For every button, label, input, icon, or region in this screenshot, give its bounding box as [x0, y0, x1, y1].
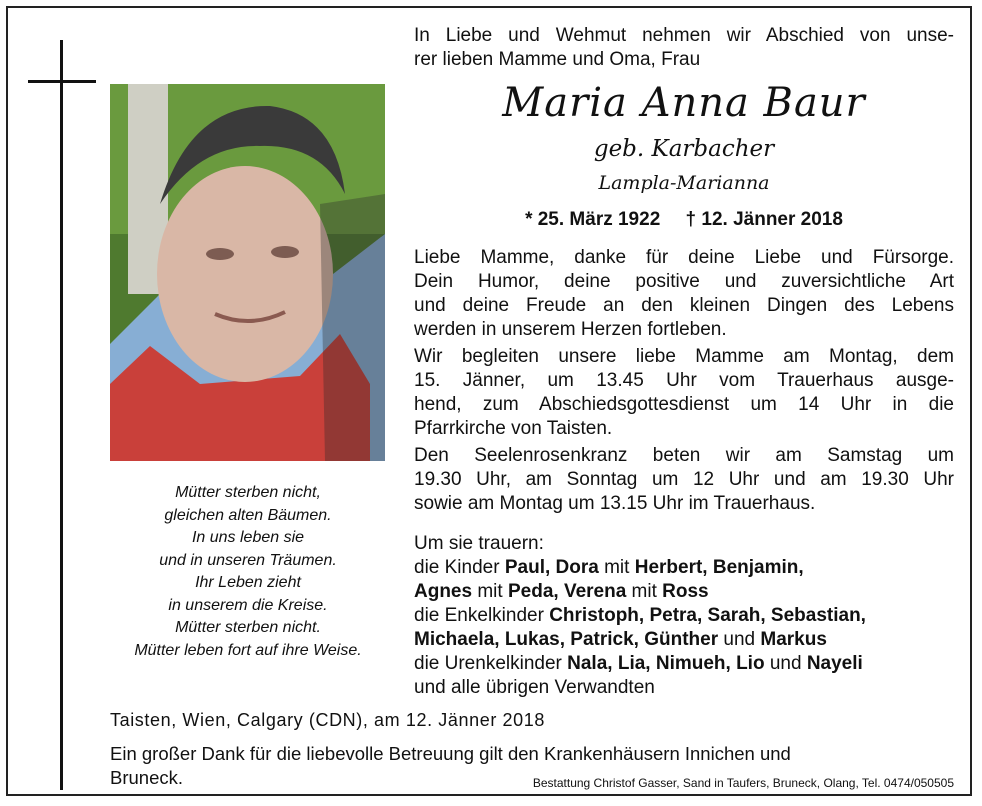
rosary-info: [414, 444, 954, 516]
mourner-relation: und alle übrigen Verwandten: [414, 677, 655, 698]
mourner-relation: die Enkelkinder: [414, 605, 550, 626]
rosary-line: sowie am Montag um 13.15 Uhr im Trauerhaus.: [414, 493, 816, 514]
mourner-line: [414, 676, 959, 700]
intro-line: In Liebe und Wehmut nehmen wir Abschied von unse-: [414, 25, 954, 46]
mourner-line: [414, 652, 959, 676]
birth-date: * 25. März 1922: [525, 209, 661, 230]
portrait-photo: [110, 84, 385, 461]
mourner-names: Nala, Lia, Nimueh, Lio: [567, 653, 765, 674]
poem-line: in unserem die Kreise.: [168, 596, 328, 614]
farewell-message: [414, 246, 954, 342]
mourner-relation: und: [764, 653, 807, 674]
mourner-names: Herbert, Benjamin,: [634, 557, 804, 578]
birth-name: geb. Karbacher: [593, 136, 775, 162]
deceased-name: Maria Anna Baur: [502, 80, 866, 126]
thanks-line: Bruneck.: [110, 767, 184, 788]
cross-icon-bar: [28, 80, 96, 83]
message-line: Dein Humor, deine positive und zuversichtliche Art: [414, 271, 954, 292]
mourner-names: Paul, Dora: [504, 557, 599, 578]
mourner-names: Ross: [662, 581, 709, 602]
cross-icon: [60, 40, 63, 790]
mourner-relation: und: [718, 629, 761, 650]
poem-line: Mütter leben fort auf ihre Weise.: [134, 641, 362, 659]
mourners-heading: Um sie trauern:: [414, 533, 544, 554]
funeral-line: hend, zum Abschiedsgottesdienst um 14 Uhr in die: [414, 394, 954, 415]
message-line: Liebe Mamme, danke für deine Liebe und Fürsorge.: [414, 247, 954, 268]
funeral-info: [414, 345, 954, 441]
funeral-home-footer: Bestattung Christof Gasser, Sand in Taufers, Bruneck, Olang, Tel. 0474/050505: [532, 776, 954, 790]
intro-line: rer lieben Mamme und Oma, Frau: [414, 49, 701, 70]
mourner-line: [414, 604, 959, 628]
funeral-line: Pfarrkirche von Taisten.: [414, 418, 613, 439]
mourner-line: [414, 580, 959, 604]
mourner-relation: die Urenkelkinder: [414, 653, 568, 674]
poem-line: Mütter sterben nicht.: [175, 619, 321, 636]
funeral-line: Wir begleiten unsere liebe Mamme am Montag, dem: [414, 346, 954, 367]
mourner-names: Peda, Verena: [507, 581, 627, 602]
poem-line: Mütter sterben nicht,: [175, 484, 321, 501]
poem-line: Ihr Leben zieht: [195, 574, 301, 591]
poem-line: In uns leben sie: [191, 529, 305, 546]
thanks-line: Ein großer Dank für die liebevolle Betreuung gilt den Krankenhäusern Innichen und: [110, 743, 791, 764]
poem-line: und in unseren Träumen.: [159, 551, 337, 569]
mourner-relation: mit: [626, 581, 663, 602]
mourner-relation: die Kinder: [414, 557, 505, 578]
mourner-names: Markus: [760, 629, 827, 650]
rosary-line: 19.30 Uhr, am Sonntag um 12 Uhr und am 19.30 Uhr: [414, 469, 954, 490]
mourner-names: Agnes: [414, 581, 473, 602]
rosary-line: Den Seelenrosenkranz beten wir am Samstag um: [414, 445, 954, 466]
mourner-names: Nayeli: [806, 653, 863, 674]
mourner-names: Michaela, Lukas, Patrick, Günther: [414, 629, 719, 650]
life-dates: [414, 209, 954, 231]
message-line: und deine Freude an den kleinen Dingen des Lebens: [414, 295, 954, 316]
poem: [100, 482, 396, 662]
intro-text: [414, 24, 954, 72]
mourner-names: Christoph, Petra, Sarah, Sebastian,: [549, 605, 866, 626]
mourner-relation: mit: [472, 581, 508, 602]
funeral-line: 15. Jänner, um 13.45 Uhr vom Trauerhaus ausge-: [414, 370, 954, 391]
mourner-line: [414, 628, 959, 652]
place-date: Taisten, Wien, Calgary (CDN), am 12. Jänner 2018: [110, 710, 545, 730]
mourner-line: [414, 556, 959, 580]
mourners-list: [414, 532, 959, 700]
poem-line: gleichen alten Bäumen.: [164, 506, 332, 524]
message-line: werden in unserem Herzen fortleben.: [414, 319, 727, 340]
nickname: Lampla-Marianna: [598, 172, 770, 194]
death-date: † 12. Jänner 2018: [685, 209, 843, 230]
mourner-relation: mit: [598, 557, 635, 578]
